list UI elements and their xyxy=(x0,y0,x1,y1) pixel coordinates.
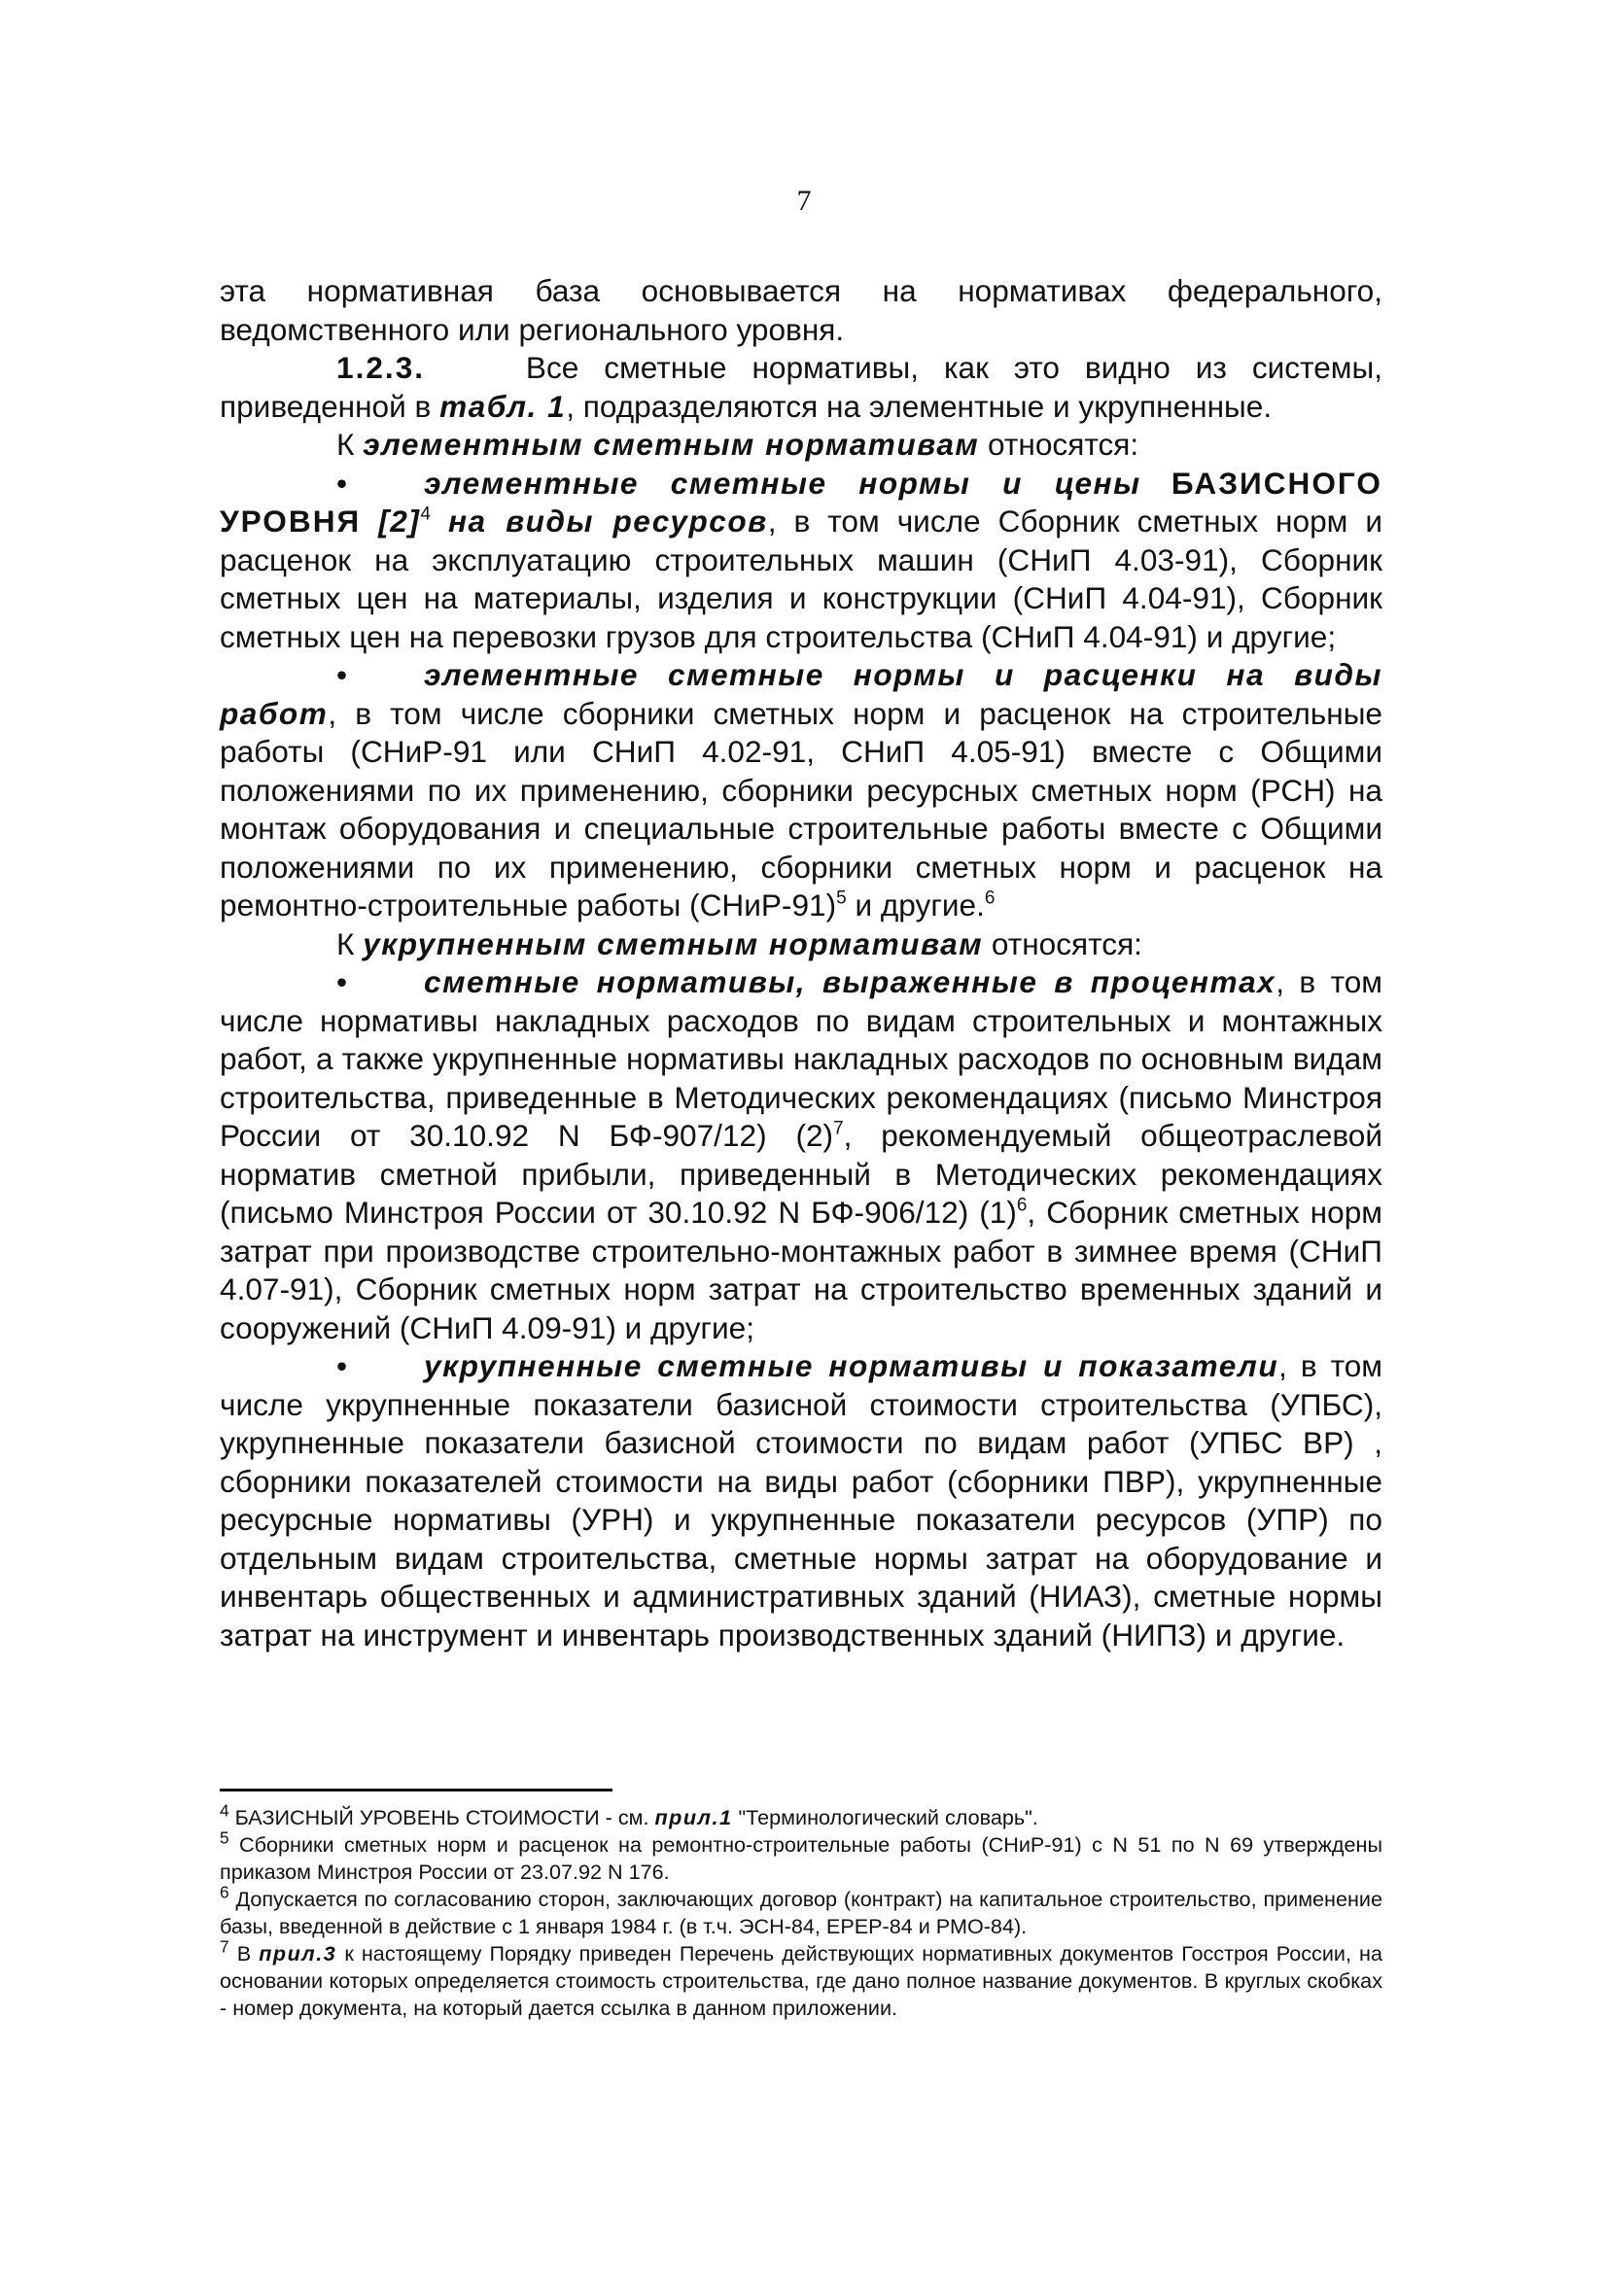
bullet-marker: • xyxy=(336,465,348,501)
bullet-item xyxy=(220,1347,1382,1654)
bullet-text: , рекомендуемый общеотраслевой норматив сметной прибыли, приведенный в Методических рекомендациях (письмо Минстроя России от 30.10.92 N БФ-906/12) (1) xyxy=(220,1118,1382,1230)
footnote-mark: 6 xyxy=(984,887,996,909)
footnote-text: БАЗИСНЫЙ УРОВЕНЬ СТОИМОСТИ - см. xyxy=(228,1805,655,1829)
footnote-mark: 4 xyxy=(420,504,431,525)
footnote-number: 6 xyxy=(220,1882,229,1902)
emphasis: на виды ресурсов xyxy=(447,504,768,539)
footnotes xyxy=(220,1800,1382,2022)
page-number: 7 xyxy=(796,185,812,217)
footnote-text: Допускается по согласованию сторон, заключающих договор (контракт) на капитальное строительство, применение базы, введенной в действие с 1 января 1984 г. (в т.ч. ЭСН-84, ЕРЕР-84 и РМО-84). xyxy=(220,1887,1382,1938)
footnote-text: В xyxy=(228,1941,260,1966)
paragraph-text: Все сметные нормативы, как это видно из системы, приведенной в xyxy=(220,350,1382,424)
footnote-divider xyxy=(220,1789,612,1792)
appendix-reference: прил.3 xyxy=(259,1941,337,1966)
paragraph-aggregated-heading xyxy=(220,925,1382,964)
emphasis: сметные нормативы, выраженные в процентах xyxy=(424,964,1276,999)
footnote-number: 4 xyxy=(220,1800,229,1821)
paragraph-intro: эта нормативная база основывается на нормативах федерального, ведомственного или регионального уровня. xyxy=(220,273,1382,347)
paragraph-text: относятся: xyxy=(983,925,1142,961)
bullet-item xyxy=(220,656,1382,925)
bullet-text: , в том числе сборники сметных норм и расценок на строительные работы (СНиР-91 или СНиП 4.02-91, СНиП 4.05-91) вместе с Общими положениями по их применению, сборники ресурсных сметных норм (РСН) на монтаж оборудования и специальные строительные работы вместе с Общими положениями по их применению, сборники сметных норм и расценок на ремонтно-строительные работы (СНиР-91) xyxy=(220,695,1382,922)
footnote-text: Сборники сметных норм и расценок на ремонтно-строительные работы (СНиР-91) с N 51 по N 69 утверждены приказом Минстроя России от 23.07.92 N 176. xyxy=(220,1832,1382,1884)
footnote-6 xyxy=(220,1882,1382,1940)
bullet-marker: • xyxy=(336,1348,348,1383)
footnote-text: к настоящему Порядку приведен Перечень действующих нормативных документов Госстроя России, на основании которых определяется стоимость строительства, где дано полное название документов. В круглых скобках - номер документа, на который дается ссылка в данном приложении. xyxy=(220,1941,1382,2020)
bullet-text: , в том числе Сборник сметных норм и расценок на эксплуатацию строительных машин (СНиП 4.03-91), Сборник сметных цен на материалы, изделия и конструкции (СНиП 4.04-91), Сборник сметных цен на перевозки грузов для строительства (СНиП 4.04-91) и другие; xyxy=(220,504,1383,654)
bullet-text: , в том числе укрупненные показатели базисной стоимости строительства (УПБС), укрупненные показатели базисной стоимости по видам работ (УПБС ВР) , сборники показателей стоимости на виды работ (сборники ПВР), укрупненные ресурсные нормативы (УРН) и укрупненные показатели ресурсов (УПР) по отдельным видам строительства, сметные нормы затрат на оборудование и инвентарь общественных и административных зданий (НИАЗ), сметные нормы затрат на инструмент и инвентарь производственных зданий (НИПЗ) и другие. xyxy=(220,1348,1382,1652)
paragraph-elementary-heading xyxy=(220,426,1382,465)
paragraph-text: К xyxy=(336,925,364,961)
paragraph-text: относятся: xyxy=(979,427,1139,462)
paragraph-1-2-3 xyxy=(220,349,1382,426)
bullet-marker: • xyxy=(336,657,348,692)
emphasis: элементным сметным нормативам xyxy=(363,427,980,462)
paragraph-text: К xyxy=(336,427,364,462)
paragraph-text: , подразделяются на элементные и укрупненные. xyxy=(566,388,1273,424)
bullet-item xyxy=(220,963,1382,1347)
emphasis: укрупненные сметные нормативы и показатели xyxy=(424,1348,1279,1383)
body-text xyxy=(220,272,1382,1654)
footnote-7 xyxy=(220,1936,1382,2022)
bullet-text: и другие. xyxy=(846,887,985,922)
footnote-mark: 6 xyxy=(1016,1195,1028,1216)
footnote-mark: 7 xyxy=(833,1118,844,1139)
footnote-4 xyxy=(220,1800,1382,1831)
emphasis-caps: БАЗИСНОГО УРОВНЯ xyxy=(220,465,1382,539)
footnote-text: "Терминологический словарь". xyxy=(732,1805,1038,1829)
emphasis: укрупненным сметным нормативам xyxy=(363,925,984,961)
footnote-5 xyxy=(220,1827,1382,1886)
table-reference: табл. 1 xyxy=(439,388,567,424)
bullet-text: , Сборник сметных норм затрат при производстве строительно-монтажных работ в зимнее время (СНиП 4.07-91), Сборник сметных норм затрат на строительство временных зданий и сооружений (СНиП 4.09-91) и другие; xyxy=(220,1195,1382,1345)
bullet-text: , в том числе нормативы накладных расходов по видам строительных и монтажных работ, а также укрупненные нормативы накладных расходов по основным видам строительства, приведенные в Методических рекомендациях (письмо Минстроя России от 30.10.92 N БФ-907/12) (2) xyxy=(220,964,1382,1153)
footnote-mark: 5 xyxy=(836,887,847,909)
bullet-marker: • xyxy=(336,964,348,999)
bullet-item xyxy=(220,465,1382,657)
footnote-number: 5 xyxy=(220,1827,229,1848)
citation: [2] xyxy=(378,504,421,539)
section-number: 1.2.3. xyxy=(336,350,426,385)
emphasis: элементные сметные нормы и расценки на виды работ xyxy=(220,657,1382,731)
emphasis: элементные сметные нормы и цены xyxy=(424,465,1141,501)
footnote-number: 7 xyxy=(220,1936,229,1957)
appendix-reference: прил.1 xyxy=(654,1805,733,1829)
